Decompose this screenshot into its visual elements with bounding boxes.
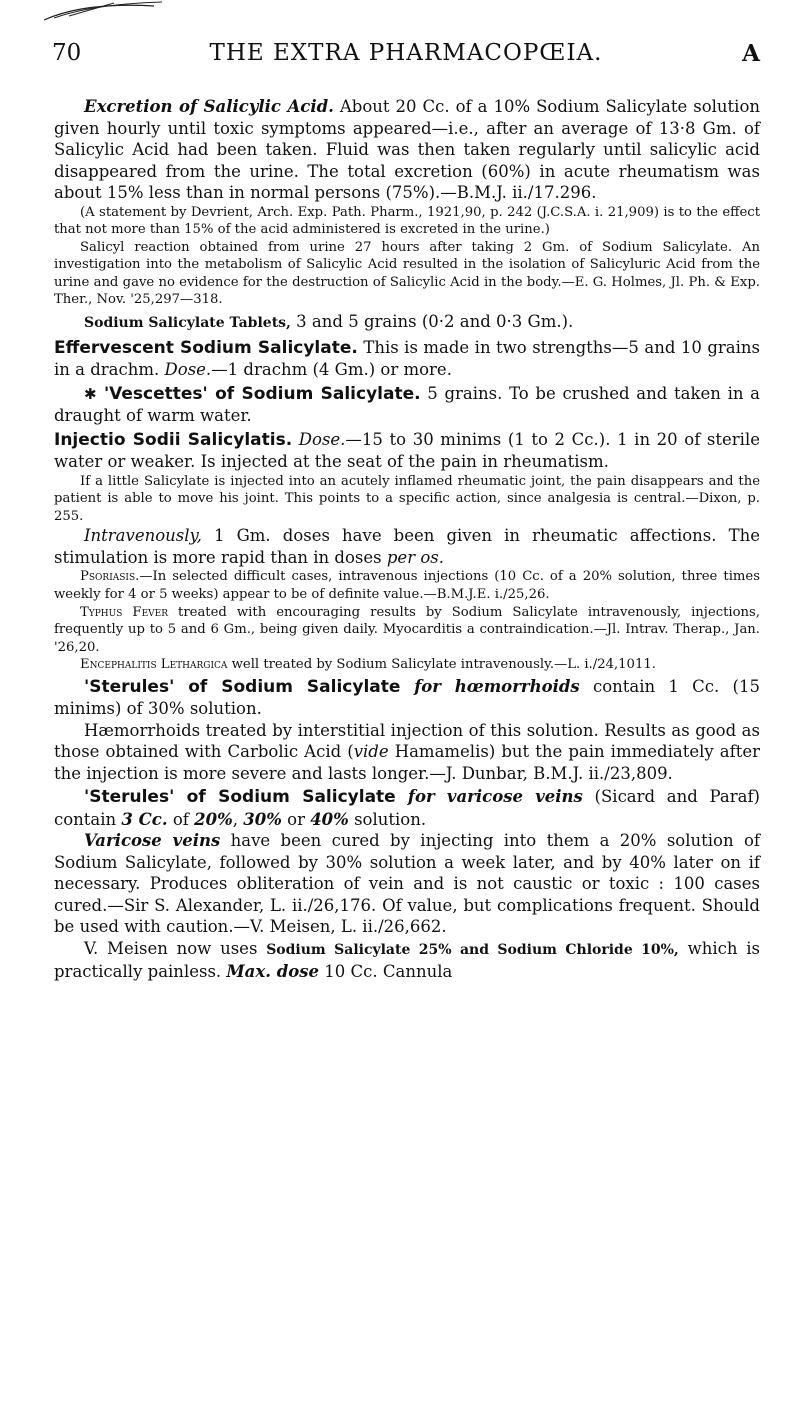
encephalitis-text: well treated by Sodium Salicylate intravenously.—L. i./24,1011. bbox=[227, 657, 656, 673]
psoriasis-label: Psoriasis. bbox=[80, 569, 140, 585]
varicose-body-text: have been cured by injecting into them a 20% solution of Sodium Salicylate, followed by 30% solution a week later, and by 40% later on if necessary. Produces obliteration of vein and is not caustic or toxic : 100 cases cured.—Sir S. Alexander, L. ii./26,176. Of value, but complications frequent. Should be used with caution.—V. Meisen, L. ii./26,662. bbox=[54, 831, 760, 937]
section-letter: A bbox=[742, 40, 760, 67]
meisen-text-1: V. Meisen now uses bbox=[84, 938, 267, 958]
effervescent-paragraph bbox=[54, 337, 760, 381]
encephalitis-label: Encephalitis Lethargica bbox=[80, 657, 228, 673]
injectio-text: —15 to 30 minims (1 to 2 Cc.). 1 in 20 of sterile water or weaker. Is injected at the seat of the pain in rheumatism. bbox=[54, 429, 761, 472]
intravenous-label: Intravenously, bbox=[84, 526, 202, 546]
varicose-or: or bbox=[281, 809, 311, 829]
vescettes-text: 5 grains. To be crushed and taken in a draught of warm water. bbox=[54, 383, 761, 426]
injectio-dose-label: Dose. bbox=[292, 429, 346, 449]
effervescent-text-1: This is made in two strengths—5 and 10 grains in a drachm. bbox=[54, 337, 760, 380]
sterules-haemorrhoids-text: contain 1 Cc. (15 minims) of 30% solution. bbox=[54, 676, 760, 719]
meisen-text-2: which is practically painless. bbox=[54, 938, 761, 982]
injectio-heading: Injectio Sodii Salicylatis. bbox=[54, 429, 293, 450]
varicose-cc: 3 Cc. bbox=[121, 809, 168, 829]
encephalitis-paragraph bbox=[54, 656, 760, 674]
for-haemorrhoids-text: for hœmorrhoids bbox=[400, 676, 580, 696]
typhus-paragraph bbox=[54, 604, 760, 657]
injectio-note: If a little Salicylate is injected into an acutely inflamed rheumatic joint, the pain disappears and the patient is able to move his joint. This points to a specific action, since analgesia is central.—Dixon, p. 255. bbox=[54, 473, 760, 524]
haemorrhoids-body-text-2: Hamamelis) but the pain immediately after the injection is more severe and lasts longer.—J. Dunbar, B.M.J. ii./23,809. bbox=[54, 742, 760, 783]
max-dose-label: Max. dose bbox=[226, 962, 320, 982]
typhus-label: Typhus Fever bbox=[80, 604, 168, 620]
injectio-paragraph bbox=[54, 429, 760, 473]
tablets-label: Sodium Salicylate Tablets, bbox=[84, 315, 291, 332]
intravenous-paragraph bbox=[54, 525, 760, 568]
excretion-paragraph bbox=[54, 96, 760, 204]
haemorrhoids-body-text: Hæmorrhoids treated by interstitial injection of this solution. Results as good as those obtained with Carbolic Acid ( bbox=[54, 720, 760, 762]
meisen-text-3: 10 Cc. Cannula bbox=[319, 962, 453, 982]
running-title: THE EXTRA PHARMACOPŒIA. bbox=[209, 40, 603, 66]
psoriasis-text: —In selected difficult cases, intravenous injections (10 Cc. of a 20% solution, three times weekly for 4 or 5 weeks) appear to be of definite value.—B.M.J.E. i./25,26. bbox=[54, 569, 760, 602]
sterules-varicose-heading: 'Sterules' of Sodium Salicylate bbox=[84, 787, 396, 808]
varicose-comma: , bbox=[232, 809, 244, 829]
meisen-formula: Sodium Salicylate 25% and Sodium Chloride 10%, bbox=[266, 941, 679, 958]
meisen-paragraph bbox=[54, 938, 760, 983]
varicose-text-3: solution. bbox=[348, 809, 427, 829]
varicose-text-1: (Sicard and Paraf) contain bbox=[54, 787, 760, 829]
tablets-text: 3 and 5 grains (0·2 and 0·3 Gm.). bbox=[290, 312, 574, 332]
haemorrhoids-body bbox=[54, 720, 760, 785]
effervescent-dose-label: Dose. bbox=[164, 360, 212, 380]
torn-corner-mark bbox=[44, 0, 164, 22]
vescettes-heading: 'Vescettes' of Sodium Salicylate. bbox=[96, 383, 421, 404]
psoriasis-paragraph bbox=[54, 568, 760, 603]
varicose-text-2: of bbox=[167, 809, 195, 829]
effervescent-text-2: —1 drachm (4 Gm.) or more. bbox=[211, 360, 452, 380]
excretion-note-2: Salicyl reaction obtained from urine 27 hours after taking 2 Gm. of Sodium Salicylate. An investigation into the metabolism of Salicylic Acid resulted in the isolation of Salicyluric Acid from the urine and gave no evidence for the destruction of Salicylic Acid in the body.—E. G. Holmes, Jl. Ph. & Exp. Ther., Nov. '25,297—318. bbox=[54, 239, 760, 308]
vescettes-paragraph bbox=[54, 383, 760, 427]
tablets-paragraph bbox=[54, 311, 760, 335]
sterules-varicose-paragraph bbox=[54, 786, 760, 830]
sterules-haemorrhoids-heading: 'Sterules' of Sodium Salicylate bbox=[84, 676, 401, 697]
sterules-haemorrhoids-paragraph bbox=[54, 676, 760, 720]
typhus-text: treated with encouraging results by Sodium Salicylate intravenously, injections, frequently up to 5 and 6 Gm., being given daily. Myocarditis a contraindication.—Jl. Intrav. Therap., Jan. '26,20. bbox=[54, 604, 760, 655]
varicose-30-percent: 30% bbox=[243, 809, 282, 829]
varicose-body bbox=[54, 830, 760, 938]
varicose-20-percent: 20% bbox=[194, 809, 233, 829]
intravenous-text: 1 Gm. doses have been given in rheumatic affections. The stimulation is more rapid than in doses bbox=[54, 526, 760, 567]
excretion-text: About 20 Cc. of a 10% Sodium Salicylate solution given hourly until toxic symptoms appeared—i.e., after an average of 13·8 Gm. of Salicylic Acid had been taken. Fluid was then taken regularly until salicylic acid disappeared from the urine. The total excretion (60%) in acute rheumatism was about 15% less than in normal persons (75%).—B.M.J. ii./17.296. bbox=[54, 97, 760, 202]
running-header bbox=[52, 40, 760, 86]
effervescent-heading: Effervescent Sodium Salicylate. bbox=[54, 337, 358, 358]
per-os-text: per os. bbox=[386, 547, 444, 567]
excretion-heading: Excretion of Salicylic Acid. bbox=[84, 97, 334, 116]
vide-text: vide bbox=[353, 742, 389, 762]
page-body bbox=[54, 96, 760, 983]
varicose-40-percent: 40% bbox=[310, 809, 349, 829]
asterisk-icon: ✱ bbox=[84, 384, 97, 403]
for-varicose-text: for varicose veins bbox=[395, 787, 583, 807]
varicose-veins-label: Varicose veins bbox=[84, 831, 221, 851]
excretion-note-1: (A statement by Devrient, Arch. Exp. Path. Pharm., 1921,90, p. 242 (J.C.S.A. i. 21,909) is to the effect that not more than 15% of the acid administered is excreted in the urine.) bbox=[54, 204, 760, 238]
page-number: 70 bbox=[52, 40, 82, 66]
